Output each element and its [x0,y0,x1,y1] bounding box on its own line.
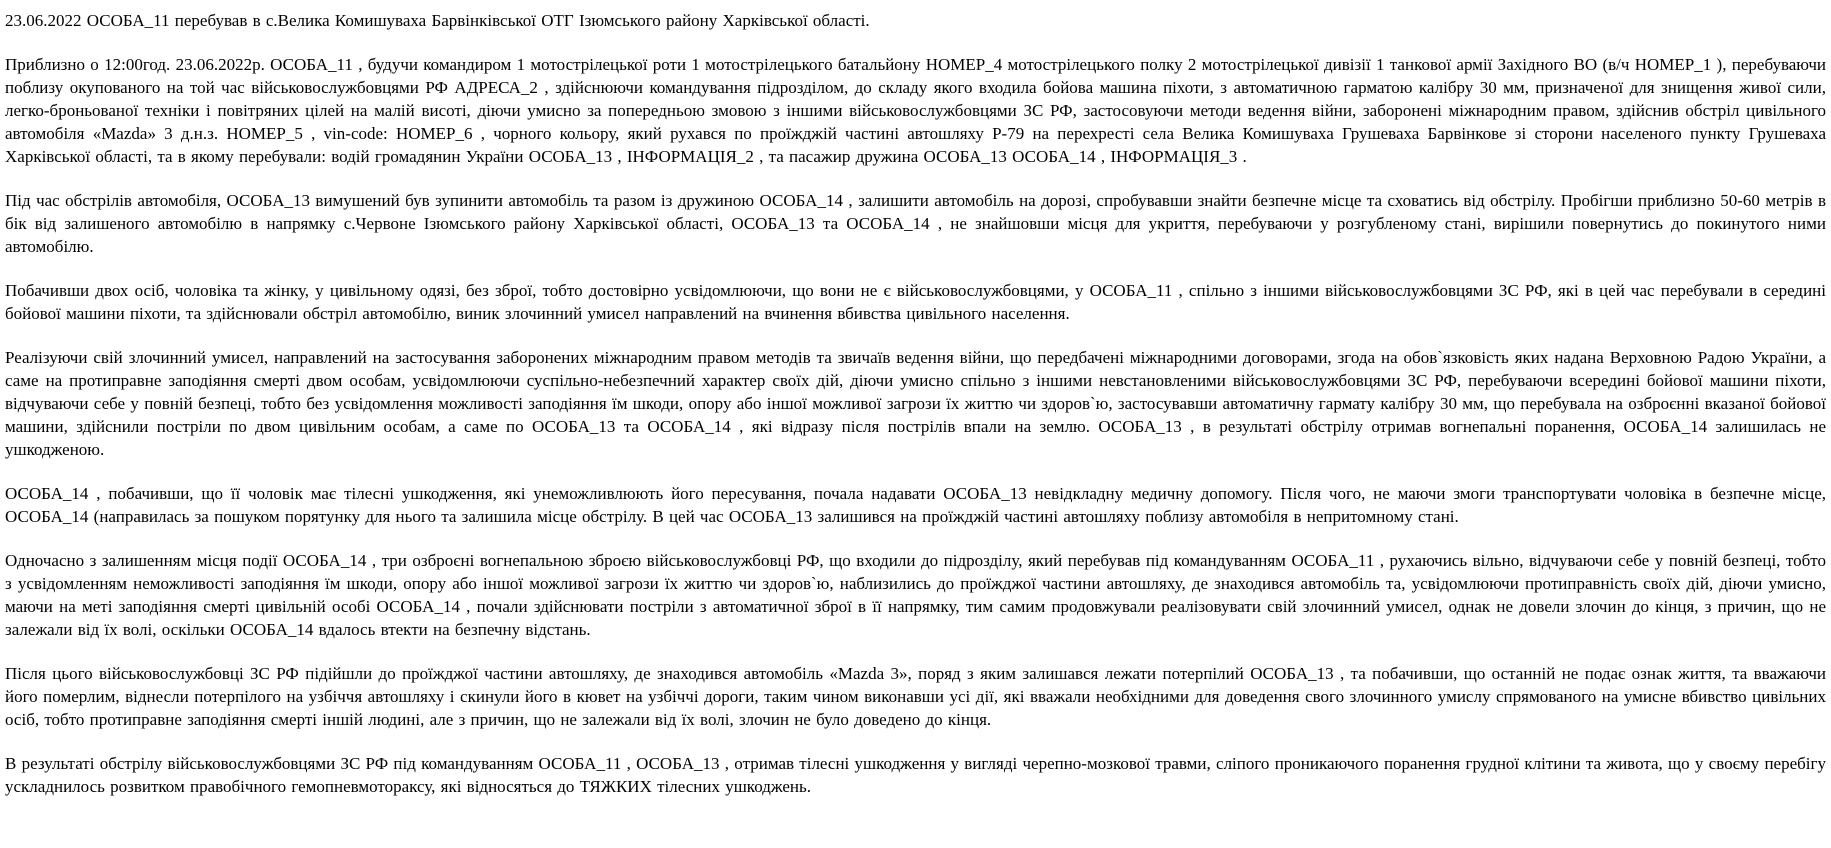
paragraph-first-aid: ОСОБА_14 , побачивши, що її чоловік має тілесні ушкодження, які унеможливлюють його пересування, почала надавати ОСОБА_13 невідкладну медичну допомогу. Після чого, не маючи змоги транспортувати чоловіка в безпечне місце, ОСОБА_14 (направилась за пошуком порятунку для нього та залишила місце обстрілу. В цей час ОСОБА_13 залишився на проїжджій частині автошляху поблизу автомобіля в непритомному стані. [5,484,1826,526]
paragraph-criminal-intent: Побачивши двох осіб, чоловіка та жінку, у цивільному одязі, без зброї, тобто достовірно усвідомлюючи, що вони не є військовослужбовцями, у ОСОБА_11 , спільно з іншими військовослужбовцями ЗС РФ, які в цей час перебували в середині бойової машини піхоти, та здійснювали обстріл автомобілю, виник злочинний умисел направлений на вчинення вбивства цивільного населення. [5,281,1826,323]
paragraph-shooting-execution: Реалізуючи свій злочинний умисел, направлений на застосування заборонених міжнародним правом методів та звичаїв ведення війни, що передбачені міжнародними договорами, згода на обов`язковість яких надана Верховною Радою України, а саме на протиправне заподіяння смерті двом особам, усвідомлюючи суспільно-небезпечний характер своїх дій, діючи умисно спільно з іншими невстановленими військовослужбовцями ЗС РФ, перебуваючи всередині бойової машини піхоти, відчуваючи себе у повній безпеці, тобто без усвідомлення можливості заподіяння їм шкоди, опору або іншої можливої загрози їх життю чи здоров`ю, застосувавши автоматичну гармату калібру 30 мм, що перебувала на озброєнні вказаної бойової машини, здійснили постріли по двом цивільним особам, а саме по ОСОБА_13 та ОСОБА_14 , які відразу після пострілів впали на землю. ОСОБА_13 , в результаті обстрілу отримав вогнепальні поранення, ОСОБА_14 залишилась не ушкодженою. [5,348,1826,459]
paragraph-pursuit: Одночасно з залишенням місця події ОСОБА_14 , три озброєні вогнепальною зброєю військовослужбовці РФ, що входили до підрозділу, який перебував під командуванням ОСОБА_11 , рухаючись вільно, відчуваючи себе у повній безпеці, тобто з усвідомленням неможливості заподіяння їм шкоди, опору або іншої можливої загрози їх життю чи здоров`ю, наблизились до проїжджої частини автошляху, де знаходився автомобіль та, усвідомлюючи протиправність своїх дій, діючи умисно, маючи на меті заподіяння смерті цивільній особі ОСОБА_14 , почали здійснювати постріли з автоматичної зброї в її напрямку, тим самим продовжували реалізовувати свій злочинний умисел, однак не довели злочин до кінця, з причин, що не залежали від їх волі, оскільки ОСОБА_14 вдалось втекти на безпечну відстань. [5,551,1826,639]
paragraph-victims-flight: Під час обстрілів автомобіля, ОСОБА_13 вимушений був зупинити автомобіль та разом із дружиною ОСОБА_14 , залишити автомобіль на дорозі, спробувавши знайти безпечне місце та сховатись від обстрілу. Пробігши приблизно 50-60 метрів в бік від залишеного автомобілю в напрямку с.Червоне Ізюмського району Харківської області, ОСОБА_13 та ОСОБА_14 , не знайшовши місця для укриття, перебуваючи у розгубленому стані, вирішили повернутись до покинутого ними автомобілю. [5,191,1826,256]
paragraph-injuries-result: В результаті обстрілу військовослужбовцями ЗС РФ під командуванням ОСОБА_11 , ОСОБА_13 , отримав тілесні ушкодження у вигляді черепно-мозкової травми, сліпого проникаючого поранення грудної клітини та живота, що у своєму перебігу ускладнилось розвитком правобічного гемопневмотораксу, які відносяться до ТЯЖКИХ тілесних ушкоджень. [5,754,1826,796]
paragraph-body-disposal: Після цього військовослужбовці ЗС РФ підійшли до проїжджої частини автошляху, де знаходився автомобіль «Mazda 3», поряд з яким залишався лежати потерпілий ОСОБА_13 , та побачивши, що останній не подає ознак життя, та вважаючи його померлим, віднесли потерпілого на узбіччя автошляху і скинули його в кювет на узбіччі дороги, таким чином виконавши усі дії, які вважали необхідними для доведення свого злочинного умислу спрямованого на умисне вбивство цивільних осіб, тобто протиправне заподіяння смерті іншій людині, але з причин, що не залежали від їх волі, злочин не було доведено до кінця. [5,664,1826,729]
paragraph-incident-description: Приблизно о 12:00год. 23.06.2022р. ОСОБА_11 , будучи командиром 1 мотострілецької роти 1 мотострілецького батальйону НОМЕР_4 мотострілецького полку 2 мотострілецької дивізії 1 танкової армії Західного ВО (в/ч НОМЕР_1 ), перебуваючи поблизу окупованого на той час військовослужбовцями РФ АДРЕСА_2 , здійснюючи командування підрозділом, до складу якого входила бойова машина піхоти, з автоматичною гарматою калібру 30 мм, призначеної для знищення живої сили, легко-броньованої техніки і повітряних цілей на малій висоті, діючи умисно за попередньою змовою з іншими військовослужбовцями ЗС РФ, застосовуючи методи ведення війни, заборонені міжнародним правом, здійснив обстріл цивільного автомобіля «Mazda» 3 д.н.з. НОМЕР_5 , vin-code: НОМЕР_6 , чорного кольору, який рухався по проїжджій частині автошляху Р-79 на перехресті села Велика Комишуваха Грушеваха Барвінкове зі сторони населеного пункту Грушеваха Харківської області, та в якому перебували: водій громадянин України ОСОБА_13 , ІНФОРМАЦІЯ_2 , та пасажир дружина ОСОБА_13 ОСОБА_14 , ІНФОРМАЦІЯ_3 . [5,55,1826,166]
paragraph-date-location: 23.06.2022 ОСОБА_11 перебував в с.Велика Комишуваха Барвінківської ОТГ Ізюмського району Харківської області. [5,11,870,30]
